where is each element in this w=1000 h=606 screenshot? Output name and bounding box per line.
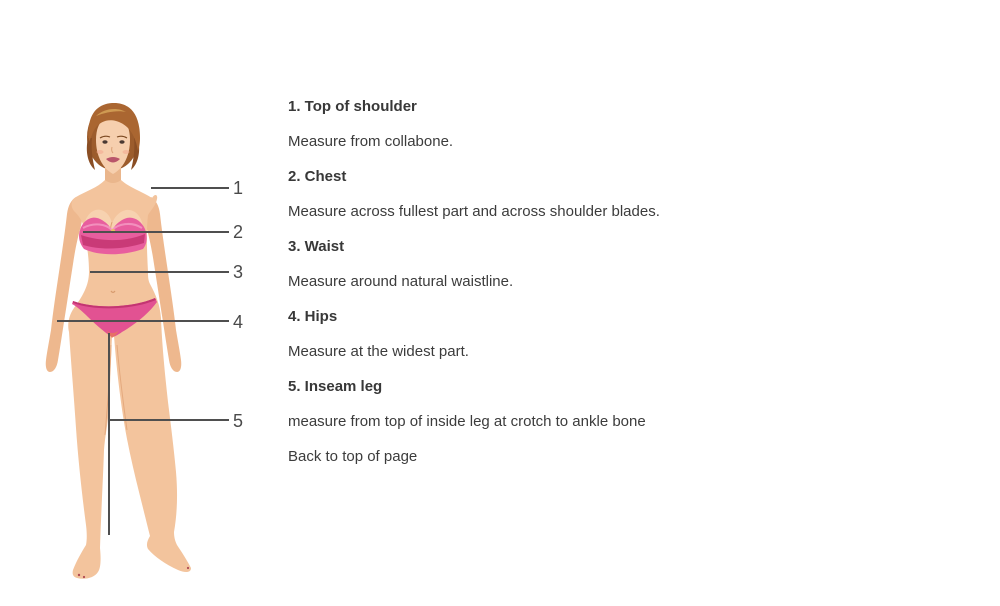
instruction-heading-waist: 3. Waist [288,238,345,255]
instruction-heading-inseam: 5. Inseam leg [288,378,383,395]
instruction-description-waist: Measure around natural waistline. [288,273,514,290]
instruction-heading-chest: 2. Chest [288,168,347,185]
left-eye [102,140,107,143]
instruction-description-inseam: measure from top of inside leg at crotch to ankle bone [288,413,646,430]
instruction-heading-hips: 4. Hips [288,308,338,325]
instruction-description-shoulder: Measure from collabone. [288,133,454,150]
back-to-top-link[interactable]: Back to top of page [288,448,418,465]
instruction-heading-shoulder: 1. Top of shoulder [288,98,417,115]
inseam-vertical-line [108,333,110,535]
instruction-description-chest: Measure across fullest part and across shoulder blades. [288,203,660,220]
measurement-line-shoulder [151,187,229,189]
measurement-line-inseam [108,419,229,421]
measurement-line-waist [90,271,229,273]
measurement-line-hips [57,320,229,322]
marker-number-1: 1 [233,178,244,198]
marker-number-2: 2 [233,222,244,242]
marker-number-3: 3 [233,262,244,282]
measurement-line-chest [83,231,229,233]
instruction-description-hips: Measure at the widest part. [288,343,469,360]
marker-number-5: 5 [233,411,244,431]
marker-number-4: 4 [233,312,244,332]
woman-figure-illustration [40,95,215,595]
right-eye [119,140,124,143]
instructions-list [288,89,660,474]
